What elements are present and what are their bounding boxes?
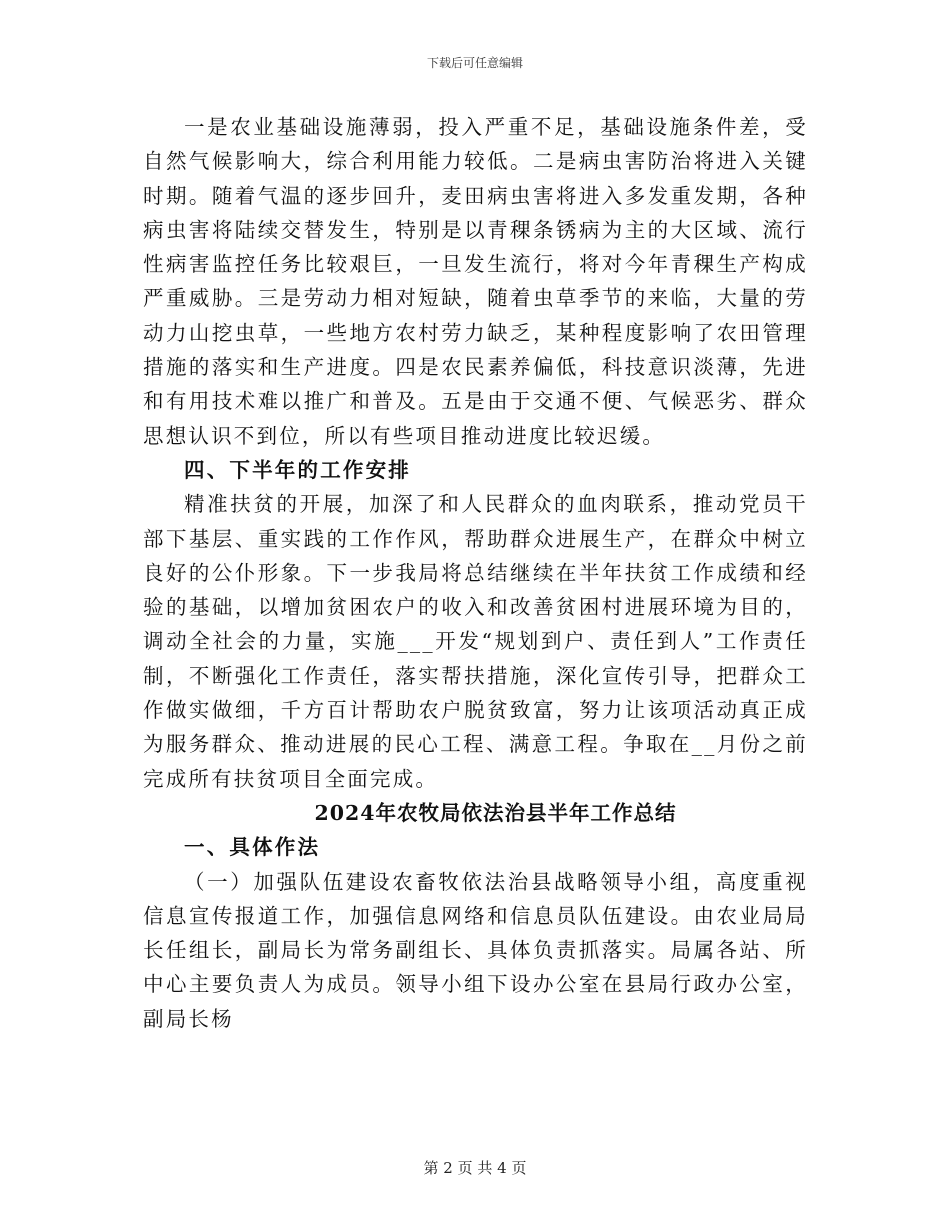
paragraph-team-building: （一）加强队伍建设农畜牧依法治县战略领导小组，高度重视信息宣传报道工作，加强信息网络和信息员队伍建设。由农业局局长任组长，副局长为常务副组长、具体负责抓落实。局属各站、所中心主要负责人为成员。领导小组下设办公室在县局行政办公室，副局长杨 [143,869,808,1031]
document-title: 2024年农牧局依法治县半年工作总结 [314,800,677,825]
page-number: 第 2 页 共 4 页 [423,1159,527,1177]
section-heading-plan: 四、下半年的工作安排 [184,457,411,482]
section-heading-practice: 一、具体作法 [184,835,321,860]
document-body [143,110,808,1036]
paragraph-plan: 精准扶贫的开展，加深了和人民群众的血肉联系，推动党员干部下基层、重实践的工作作风，帮助群众进展生产，在群众中树立良好的公仆形象。下一步我局将总结继续在半年扶贫工作成绩和经验的基础，以增加贫困农户的收入和改善贫困村进展环境为目的，调动全社会的力量，实施___开发“规划到户、责任到人”工作责任制，不断强化工作责任，落实帮扶措施，深化宣传引导，把群众工作做实做细，千方百计帮助农户脱贫致富，努力让该项活动真正成为服务群众、推动进展的民心工程、满意工程。争取在__月份之前完成所有扶贫项目全面完成。 [143,492,808,791]
page-header: 下载后可任意编辑 [426,56,523,70]
paragraph-problems: 一是农业基础设施薄弱，投入严重不足，基础设施条件差，受自然气候影响大，综合利用能力较低。二是病虫害防治将进入关键时期。随着气温的逐步回升，麦田病虫害将进入多发重发期，各种病虫害将陆续交替发生，特别是以青稞条锈病为主的大区域、流行性病害监控任务比较艰巨，一旦发生流行，将对今年青稞生产构成严重威胁。三是劳动力相对短缺，随着虫草季节的来临，大量的劳动力山挖虫草，一些地方农村劳力缺乏，某种程度影响了农田管理措施的落实和生产进度。四是农民素养偏低，科技意识淡薄，先进和有用技术难以推广和普及。五是由于交通不便、气候恶劣、群众思想认识不到位，所以有些项目推动进度比较迟缓。 [143,115,808,448]
